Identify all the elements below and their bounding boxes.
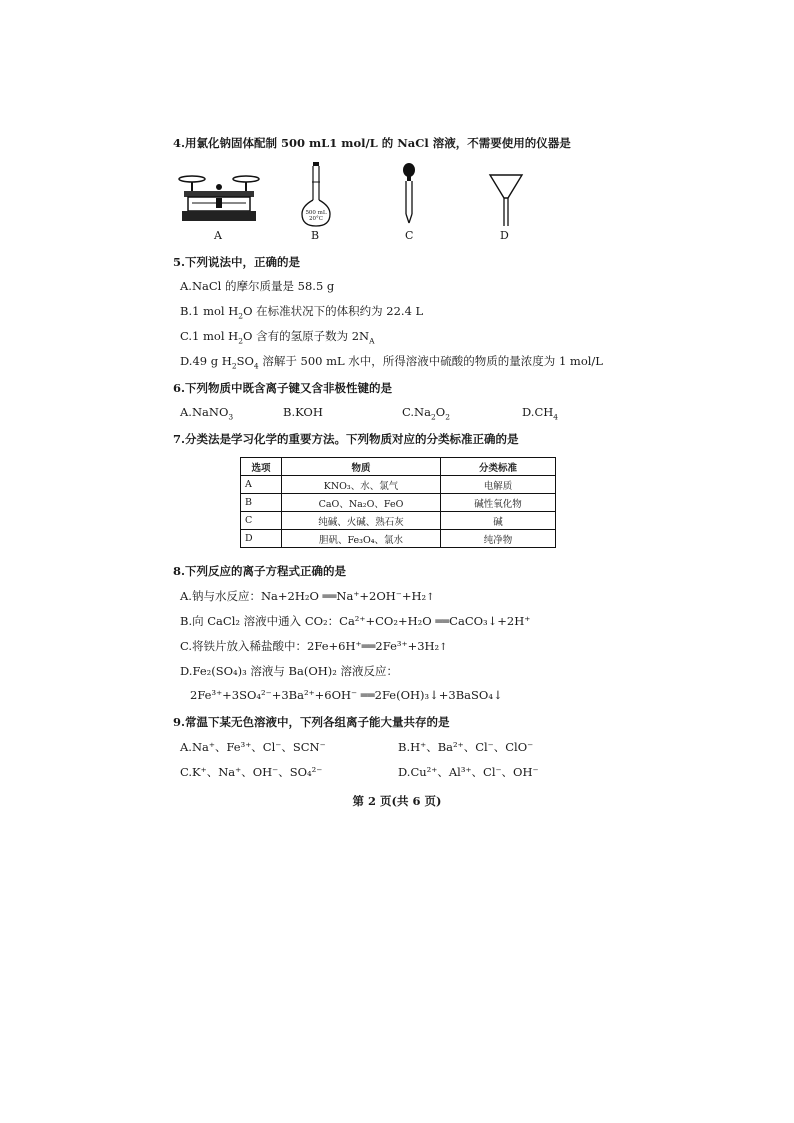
funnel-icon xyxy=(488,172,524,228)
header-option: 选项 xyxy=(241,458,282,476)
balance-icon xyxy=(178,165,260,227)
q8-option-d: D.Fe₂(SO₄)₃ 溶液与 Ba(OH)₂ 溶液反应： xyxy=(180,664,399,678)
header-standard: 分类标准 xyxy=(441,458,556,476)
question-7-stem: 7.分类法是学习化学的重要方法。下列物质对应的分类标准正确的是 xyxy=(173,432,519,446)
option-a-label: A xyxy=(214,229,222,242)
q9-option-a: A.Na⁺、Fe³⁺、Cl⁻、SCN⁻ xyxy=(180,740,326,754)
classification-table xyxy=(240,457,556,548)
q5-option-b: B.1 mol $H_2O$ 在标准状况下的体积约为 22.4 L xyxy=(180,304,424,321)
table-row: C 纯碱、火碱、熟石灰 碱 xyxy=(241,512,556,530)
flask-temp-text: 20°C xyxy=(309,216,323,222)
q8-option-a: A.钠与水反应：Na+2H₂O ══Na⁺+2OH⁻+H₂↑ xyxy=(180,589,435,603)
q9-option-b: B.H⁺、Ba²⁺、Cl⁻、ClO⁻ xyxy=(398,740,534,754)
option-d-label: D xyxy=(500,229,509,242)
q9-option-c: C.K⁺、Na⁺、OH⁻、SO₄²⁻ xyxy=(180,765,323,779)
question-6-stem: 6.下列物质中既含离子键又含非极性键的是 xyxy=(173,381,393,395)
table-row: D 胆矾、Fe₃O₄、氯水 纯净物 xyxy=(241,530,556,548)
table-row: A KNO₃、水、氯气 电解质 xyxy=(241,476,556,494)
q6-option-c: $C.Na_2O_2$ xyxy=(402,405,450,422)
q8-option-d-equation: 2Fe³⁺+3SO₄²⁻+3Ba²⁺+6OH⁻ ══2Fe(OH)₃↓+3BaSO₄↓ xyxy=(190,688,503,702)
flask-capacity-text: 500 mL xyxy=(305,210,327,216)
header-substance: 物质 xyxy=(282,458,441,476)
option-c-label: C xyxy=(405,229,414,242)
question-5-stem: 5.下列说法中，正确的是 xyxy=(173,255,301,269)
q5-option-a: A.NaCl 的摩尔质量是 58.5 g xyxy=(180,279,335,293)
question-9-stem: 9.常温下某无色溶液中，下列各组离子能大量共存的是 xyxy=(173,715,450,729)
gas-arrow-icon: ↑ xyxy=(426,592,435,603)
question-4-stem: 4.用氯化钠固体配制 500 mL1 mol/L 的 NaCl 溶液，不需要使用的仪器是 xyxy=(173,136,571,150)
q5-option-d: D.49 g $H_2SO_4$ 溶解于 500 mL 水中，所得溶液中硫酸的物质的量浓度为 1 mol/L xyxy=(180,354,603,371)
dropper-icon xyxy=(400,162,418,224)
q9-option-d: D.Cu²⁺、Al³⁺、Cl⁻、OH⁻ xyxy=(398,765,539,779)
q6-option-b: B.KOH xyxy=(283,405,323,419)
q8-option-c: C.将铁片放入稀盐酸中：2Fe+6H⁺══2Fe³⁺+3H₂↑ xyxy=(180,639,448,653)
gas-arrow-icon: ↑ xyxy=(439,642,448,653)
q8-option-b: B.向 CaCl₂ 溶液中通入 CO₂：Ca²⁺+CO₂+H₂O ══CaCO₃↓+2H⁺ xyxy=(180,614,531,628)
table-header-row xyxy=(241,458,556,476)
q6-option-d: $D.CH_4$ xyxy=(522,405,559,422)
page-footer: 第 2 页(共 6 页) xyxy=(352,794,442,808)
q6-option-a: A.NaNO$_3$ xyxy=(180,405,234,422)
question-8-stem: 8.下列反应的离子方程式正确的是 xyxy=(173,564,347,578)
q5-option-c: C.1 mol $H_2O$ 含有的氢原子数为 $2N_A$ xyxy=(180,329,375,346)
option-b-label: B xyxy=(311,229,320,242)
table-row: B CaO、Na₂O、FeO 碱性氧化物 xyxy=(241,494,556,512)
